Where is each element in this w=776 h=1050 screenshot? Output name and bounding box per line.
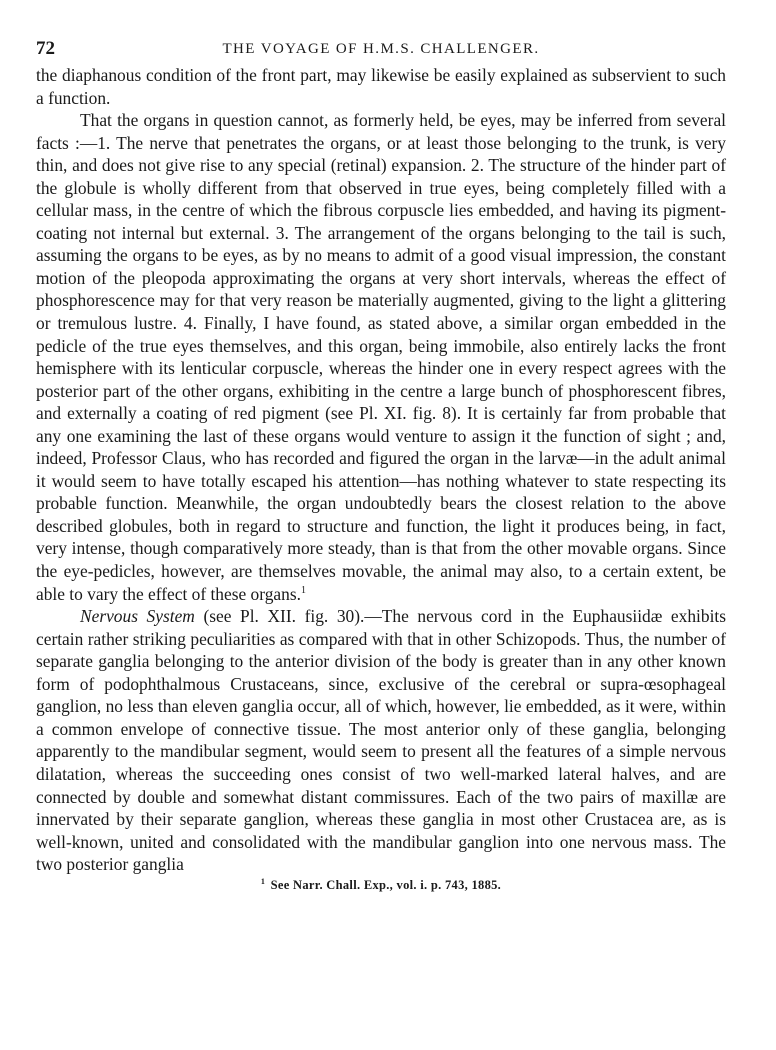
footnote-reference: 1 [300, 584, 306, 596]
footnote [36, 878, 726, 893]
page-number: 72 [36, 38, 55, 59]
footnote-mark: 1 [260, 876, 266, 886]
paragraph-text: the diaphanous condition of the front part, may likewise be easily explained as subservient to such a function. [36, 65, 726, 108]
footnote-text: See Narr. Chall. Exp., vol. i. p. 743, 1885. [270, 877, 502, 892]
paragraph-nervous-system [36, 605, 726, 876]
running-head [36, 38, 726, 64]
body-text [36, 64, 726, 876]
section-heading-inline: Nervous System [80, 606, 195, 627]
paragraph-continued [36, 64, 726, 109]
running-title: THE VOYAGE OF H.M.S. CHALLENGER. [222, 41, 540, 57]
paragraph-organs-not-eyes [36, 109, 726, 605]
document-page [36, 38, 726, 893]
paragraph-text: (see Pl. XII. fig. 30).—The nervous cord in the Euphausiidæ exhibits certain rather striking peculiarities as compared with that in other Schizopods. Thus, the number of separate ganglia belonging to the anterior division of the body is greater than in any other known form of podophthalmous Crustaceans, since, exclusive of the cerebral or supra-œsophageal ganglion, no less than eleven ganglia occur, all of which, however, lie embedded, as it were, within a common envelope of connective tissue. The most anterior only of these ganglia, belonging apparently to the mandibular segment, would seem to present all the features of a simple nervous dilatation, whereas the succeeding ones consist of two well-marked lateral halves, and are connected by double and somewhat distant commissures. Each of the two pairs of maxillæ are innervated by their separate ganglion, whereas these ganglia in most other Crustacea are, as is well-known, united and consolidated with the mandibular ganglion into one nervous mass. The two posterior ganglia [36, 606, 726, 875]
paragraph-text: That the organs in question cannot, as formerly held, be eyes, may be inferred from several facts :—1. The nerve that penetrates the organs, or at least those belonging to the trunk, is very thin, and does not give rise to any special (retinal) expansion. 2. The structure of the hinder part of the globule is wholly different from that observed in true eyes, being completely filled with a cellular mass, in the centre of which the fibrous corpuscle lies embedded, and having its pigment-coating not internal but external. 3. The arrangement of the organs belonging to the tail is such, assuming the organs to be eyes, as by no means to admit of a good visual impression, the constant motion of the pleopoda approximating the organs at very short intervals, whereas the effect of phosphorescence may for that very reason be materially augmented, giving to the light a glittering or tremulous lustre. 4. Finally, I have found, as stated above, a similar organ embedded in the pedicle of the true eyes themselves, and this organ, being immobile, also entirely lacks the front hemisphere with its lenticular corpuscle, whereas the hinder one in every respect agrees with the posterior part of the other organs, exhibiting in the centre a large bunch of phosphorescent fibres, and externally a coating of red pigment (see Pl. XI. fig. 8). It is certainly far from probable that any one examining the last of these organs would venture to assign it the function of sight ; and, indeed, Professor Claus, who has recorded and figured the organ in the larvæ—in the adult animal it would seem to have totally escaped his attention—has nothing whatever to state respecting its probable function. Meanwhile, the organ undoubtedly bears the closest relation to the above described globules, both in regard to structure and function, the light it produces being, in fact, very intense, though comparatively more steady, than is that from the other movable organs. Since the eye-pedicles, however, are themselves movable, the animal may also, to a certain extent, be able to vary the effect of these organs. [36, 110, 726, 604]
